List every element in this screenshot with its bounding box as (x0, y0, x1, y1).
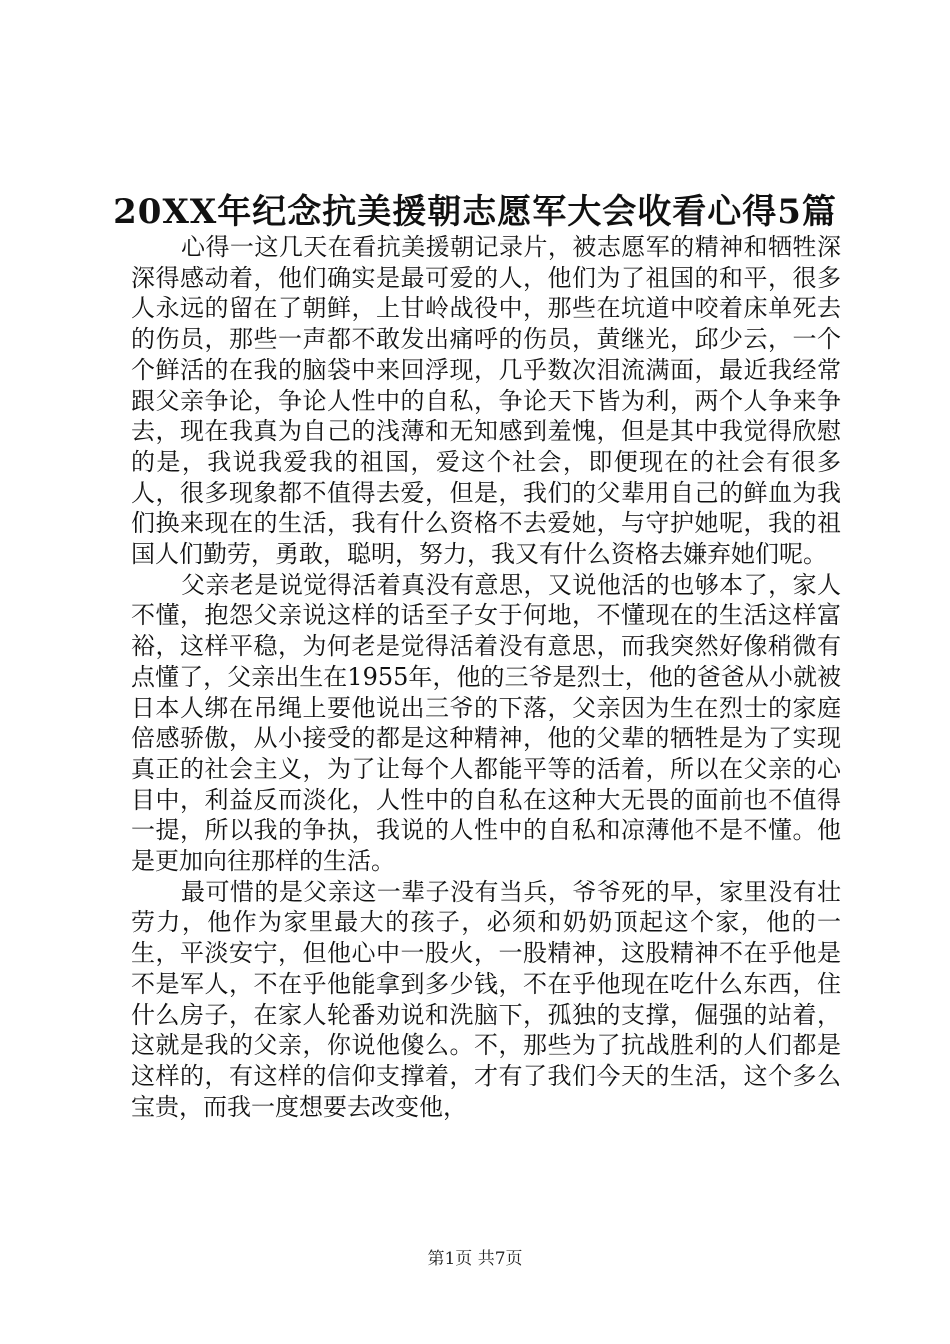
paragraph-3: 最可惜的是父亲这一辈子没有当兵，爷爷死的早，家里没有壮劳力，他作为家里最大的孩子，必须和奶奶顶起这个家，他的一生，平淡安宁，但他心中一股火，一股精神，这股精神不在乎他是不是军人，不在乎他能拿到多少钱，不在乎他现在吃什么东西，住什么房子，在家人轮番劝说和洗脑下，孤独的支撑，倔强的站着，这就是我的父亲，你说他傻么。不，那些为了抗战胜利的人们都是这样的，有这样的信仰支撑着，才有了我们今天的生活，这个多么宝贵，而我一度想要去改变他， (131, 877, 841, 1121)
paragraph-1: 心得一这几天在看抗美援朝记录片，被志愿军的精神和牺牲深深得感动着，他们确实是最可爱的人，他们为了祖国的和平，很多人永远的留在了朝鲜，上甘岭战役中，那些在坑道中咬着床单死去的伤员，那些一声都不敢发出痛呼的伤员，黄继光，邱少云，一个个鲜活的在我的脑袋中来回浮现，几乎数次泪流满面，最近我经常跟父亲争论，争论人性中的自私，争论天下皆为利，两个人争来争去，现在我真为自己的浅薄和无知感到羞愧，但是其中我觉得欣慰的是，我说我爱我的祖国，爱这个社会，即便现在的社会有很多人，很多现象都不值得去爱，但是，我们的父辈用自己的鲜血为我们换来现在的生活，我有什么资格不去爱她，与守护她呢，我的祖国人们勤劳，勇敢，聪明，努力，我又有什么资格去嫌弃她们呢。 (131, 233, 841, 569)
paragraph-2: 父亲老是说觉得活着真没有意思，又说他活的也够本了，家人不懂，抱怨父亲说这样的话至子女于何地，不懂现在的生活这样富裕，这样平稳，为何老是觉得活着没有意思，而我突然好像稍微有点懂了，父亲出生在1955年，他的三爷是烈士，他的爸爸从小就被日本人绑在吊绳上要他说出三爷的下落，父亲因为生在烈士的家庭倍感骄傲，从小接受的都是这种精神，他的父辈的牺牲是为了实现真正的社会主义，为了让每个人都能平等的活着，所以在父亲的心目中，利益反而淡化，人性中的自私在这种大无畏的面前也不值得一提，所以我的争执，我说的人性中的自私和凉薄他不是不懂。他是更加向往那样的生活。 (131, 570, 841, 876)
document-title: 20XX年纪念抗美援朝志愿军大会收看心得5篇 (113, 192, 837, 232)
page-footer: 第1页 共7页 (427, 1249, 523, 1269)
document-body (131, 232, 841, 1122)
